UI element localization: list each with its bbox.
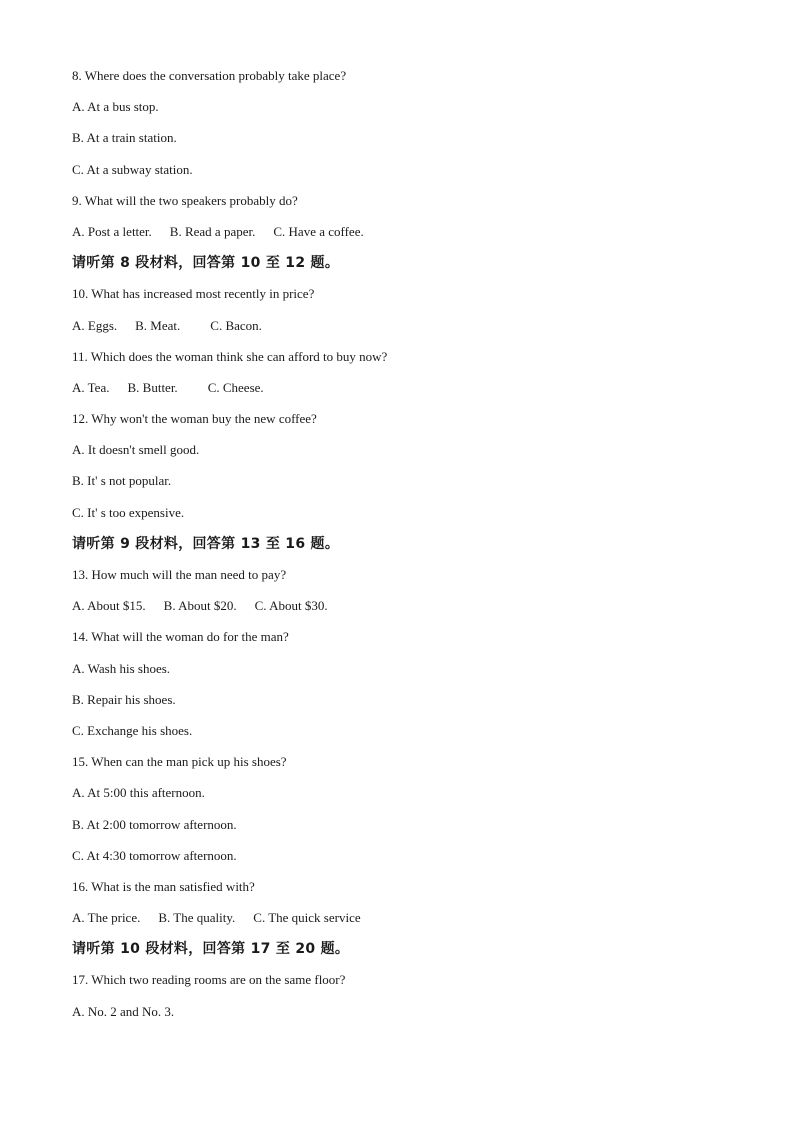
option-13a: A. About $15.: [72, 598, 146, 614]
question-14: 14. What will the woman do for the man?: [72, 629, 289, 645]
option-13b: B. About $20.: [163, 598, 237, 614]
options-row-13: [72, 596, 732, 627]
option-10b: B. Meat.: [135, 317, 181, 333]
question-17: 17. Which two reading rooms are on the same floor?: [72, 972, 346, 988]
option-17a: A. No. 2 and No. 3.: [72, 1003, 175, 1019]
option-8c: C. At a subway station.: [72, 161, 193, 177]
question-10: 10. What has increased most recently in price?: [72, 286, 315, 302]
option-13c: C. About $30.: [254, 598, 328, 614]
option-12a: A. It doesn't smell good.: [72, 442, 200, 458]
option-12c: C. It' s too expensive.: [72, 504, 185, 520]
question-9: 9. What will the two speakers probably do?: [72, 192, 298, 208]
option-16b: B. The quality.: [158, 910, 236, 926]
option-15c: C. At 4:30 tomorrow afternoon.: [72, 847, 237, 863]
question-12: 12. Why won't the woman buy the new coffee?: [72, 411, 317, 427]
question-15: 15. When can the man pick up his shoes?: [72, 754, 287, 770]
option-15a: A. At 5:00 this afternoon.: [72, 785, 205, 801]
option-9a: A. Post a letter.: [72, 223, 152, 239]
option-8b: B. At a train station.: [72, 130, 177, 146]
option-11b: B. Butter.: [127, 379, 178, 395]
option-9b: B. Read a paper.: [169, 223, 256, 239]
section-heading-9: 请听第 9 段材料，回答第 13 至 16 题。: [72, 535, 340, 552]
option-14a: A. Wash his shoes.: [72, 660, 171, 676]
options-row-9: [72, 222, 732, 253]
section-heading-8: 请听第 8 段材料，回答第 10 至 12 题。: [72, 255, 340, 272]
option-11a: A. Tea.: [72, 379, 110, 395]
option-11c: C. Cheese.: [207, 379, 264, 395]
option-16a: A. The price.: [72, 910, 141, 926]
option-16c: C. The quick service: [253, 910, 361, 926]
option-10a: A. Eggs.: [72, 317, 118, 333]
options-row-10: [72, 316, 732, 347]
section-heading-10: 请听第 10 段材料，回答第 17 至 20 题。: [72, 941, 350, 958]
question-11: 11. Which does the woman think she can afford to buy now?: [72, 348, 388, 364]
options-row-11: [72, 378, 732, 409]
option-10c: C. Bacon.: [210, 317, 262, 333]
option-8a: A. At a bus stop.: [72, 99, 159, 115]
question-13: 13. How much will the man need to pay?: [72, 567, 287, 582]
option-14b: B. Repair his shoes.: [72, 691, 176, 707]
option-14c: C. Exchange his shoes.: [72, 722, 193, 738]
document-page: [72, 66, 732, 1033]
option-12b: B. It' s not popular.: [72, 473, 172, 489]
options-row-16: [72, 908, 732, 939]
option-15b: B. At 2:00 tomorrow afternoon.: [72, 816, 237, 832]
option-9c: C. Have a coffee.: [273, 223, 364, 239]
question-8: 8. Where does the conversation probably take place?: [72, 68, 347, 83]
question-16: 16. What is the man satisfied with?: [72, 878, 255, 894]
